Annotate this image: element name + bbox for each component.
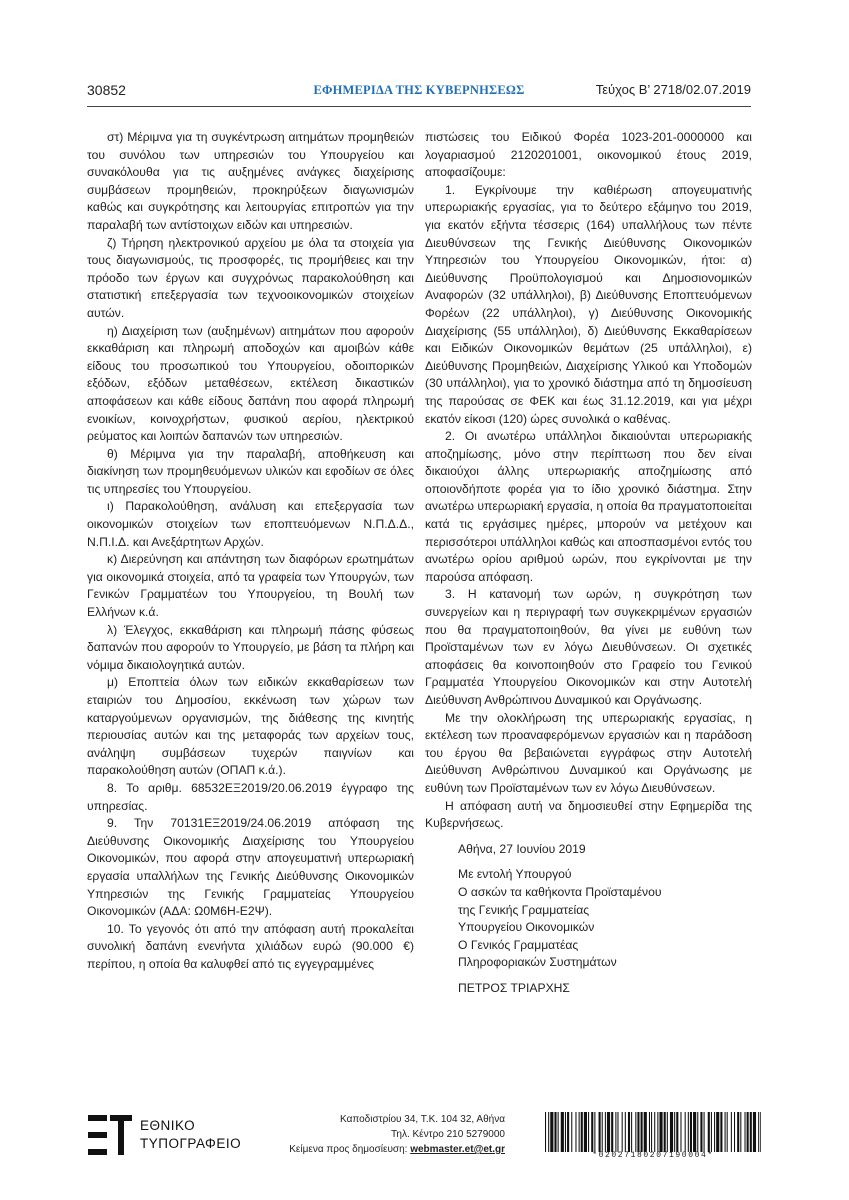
barcode-icon [545,1112,761,1152]
paragraph: 2. Οι ανωτέρω υπάλληλοι δικαιούνται υπερωριακής αποζημίωσης, μόνο στην περίπτωση που δεν είναι δικαιούχοι άλλης υπερωριακής αποζημίωσης από οποιονδήποτε φορέα για το ίδιο χρονικό διάστημα. Στην ανωτέρω υπερωριακή εργασία, η οποία θα πραγματοποιείται κατά τις εργάσιμες ημέρες, μπορούν να μετέχουν και περισσότεροι υπάλληλοι καθώς και αποσπασμένοι εντός του ανωτέρω ορίου αριθμού ωρών, που εγκρίνονται με την παρούσα απόφαση. [425,429,752,584]
paragraph: θ) Μέριμνα για την παραλαβή, αποθήκευση και διακίνηση των προμηθευόμενων υλικών και εφοδίων σε όλες τις υπηρεσίες του Υπουργείου. [87,446,414,496]
header-divider [87,106,751,107]
paragraph: ζ) Τήρηση ηλεκτρονικού αρχείου με όλα τα στοιχεία για τους διαγωνισμούς, τις προσφορές, τις προμήθειες και την πρόοδο των έργων και συγχρόνως παρακολούθηση και στατιστική επεξεργασία των τεχνοοικονομικών στοιχείων αυτών. [87,235,414,320]
left-column [87,129,414,974]
national-printing-office-logo [88,1113,248,1157]
submission-email-link[interactable]: webmaster.et@et.gr [410,1144,505,1155]
paragraph: 3. Η κατανομή των ωρών, η συγκρότηση των συνεργείων και η περιγραφή των συγκεκριμένων εργασιών που θα πραγματοποιηθούν, θα γίνει με ευθύνη των Προϊσταμένων των εν λόγω Διευθύνσεων. Οι σχετικές αποφάσεις θα κοινοποιηθούν στο Γραφείο του Γενικού Γραμματέα Υπουργείου Οικονομικών και στην Αυτοτελή Διεύθυνση Ανθρώπινου Δυναμικού και Οργάνωσης. [425,587,752,707]
paragraph: μ) Εποπτεία όλων των ειδικών εκκαθαρίσεων των εταιριών του Δημοσίου, εκκένωση των χώρων των καταργούμενων οργανισμών, της διάθεσης της κινητής περιουσίας αυτών και της μεταφοράς των αρχείων τους, ανάληψη συμβάσεων τυχερών παιγνίων και παρακολούθηση αυτών (ΟΠΑΠ κ.ά.). [87,675,414,778]
issue-number: Τεύχος Β’ 2718/02.07.2019 [595,82,751,97]
signature-line: της Γενικής Γραμματείας [458,902,590,917]
submission-info [280,1142,505,1157]
signature-line: Με εντολή Υπουργού [458,867,572,882]
et-logo-icon [88,1113,132,1157]
paragraph: 10. Το γεγονός ότι από την απόφαση αυτή προκαλείται συνολική δαπάνη ενενήντα χιλιάδων ευρώ (90.000 €) περίπου, η οποία θα καλυφθεί από τις εγγεγραμμένες [87,921,414,971]
page-number: 30852 [87,82,126,98]
signatory-name: ΠΕΤΡΟΣ ΤΡΙΑΡΧΗΣ [458,980,570,995]
paragraph: 1. Εγκρίνουμε την καθιέρωση απογευματινής υπερωριακής εργασίας, για το δεύτερο εξάμηνο του 2019, για εκατόν εξήντα τέσσερις (164) υπαλλήλους των πέντε Διευθύνσεων της Γενικής Διεύθυνσης Οικονομικών Υπηρεσιών του Υπουργείου Οικονομικών, ήτοι: α) Διεύθυνσης Προϋπολογισμού και Δημοσιονομικών Αναφορών (32 υπάλληλοι), β) Διεύθυνσης Εποπτευόμενων Φορέων (22 υπάλληλοι), γ) Διεύθυνσης Οικονομικής Διαχείρισης (55 υπάλληλοι), δ) Διεύθυνσης Εκκαθαρίσεων και Ειδικών Οικονομικών θεμάτων (25 υπάλληλοι), ε) Διεύθυνσης Προμηθειών, Διαχείρισης Υλικού και Υποδομών (30 υπάλληλοι), για το χρονικό διάστημα από τη δημοσίευση της παρούσας σε ΦΕΚ και έως 31.12.2019, και για μέχρι εκατόν είκοσι (120) ώρες συνολικά ο καθένας. [425,182,752,426]
paragraph-continuation: πιστώσεις του Ειδικού Φορέα 1023-201-0000000 και λογαριασμού 2120201001, οικονομικού έτους 2019, αποφασίζουμε: [425,130,752,180]
paragraph: η) Διαχείριση των (αυξημένων) αιτημάτων που αφορούν εκκαθάριση και πληρωμή αποδοχών και αμοιβών κάθε είδους του προσωπικού του Υπουργείου, οδοιπορικών εξόδων, εξόδων μεταθέσεων, εκτέλεση δικαστικών αποφάσεων και κάθε είδους δαπάνη που αφορά πληρωμή ενοικίων, κοινοχρήστων, φυσικού αερίου, ηλεκτρικού ρεύματος και λοιπών δαπανών των υπηρεσιών. [87,323,414,444]
signature-block [425,841,752,998]
signature-line: Ο Γενικός Γραμματέας [458,937,579,952]
paragraph: Με την ολοκλήρωση της υπερωριακής εργασίας, η εκτέλεση των προαναφερόμενων εργασιών και η παράδοση του έργου θα βεβαιώνεται εγγράφως στην Αυτοτελή Διεύθυνση Ανθρώπινου Δυναμικού και Οργάνωσης με ευθύνη των Προϊσταμένων των εν λόγω Διευθύνσεων. [425,710,752,795]
address: Καποδιστρίου 34, Τ.Κ. 104 32, Αθήνα [340,1114,505,1125]
paragraph: 8. Το αριθμ. 68532ΕΞ2019/20.06.2019 έγγραφο της υπηρεσίας. [87,780,414,813]
paragraph: Η απόφαση αυτή να δημοσιευθεί στην Εφημερίδα της Κυβερνήσεως. [425,798,752,831]
paragraph: λ) Έλεγχος, εκκαθάριση και πληρωμή πάσης φύσεως δαπανών που αφορούν το Υπουργείο, με βάση τα πλήρη και νόμιμα δικαιολογητικά αυτών. [87,622,414,672]
logo-text-line: ΕΘΝΙΚΟ [140,1118,196,1133]
logo-text-line: ΤΥΠΟΓΡΑΦΕΙΟ [140,1136,242,1151]
phone: Τηλ. Κέντρο 210 5279000 [391,1129,505,1140]
logo-wordmark [140,1117,241,1153]
submission-label: Κείμενα προς δημοσίευση: [289,1144,411,1155]
gazette-title: ΕΦΗΜΕΡΙΔΑ ΤΗΣ ΚΥΒΕΡΝΗΣΕΩΣ [313,83,525,97]
paragraph: ι) Παρακολούθηση, ανάλυση και επεξεργασία των οικονομικών στοιχείων των εποπτευόμενων Ν.Π.Δ.Δ., Ν.Π.Ι.Δ. και Ανεξάρτητων Αρχών. [87,499,414,549]
signature-line: Υπουργείου Οικονομικών [458,920,595,935]
paragraph: 9. Την 70131ΕΞ2019/24.06.2019 απόφαση της Διεύθυνσης Οικονομικής Διαχείρισης του Υπουργείου Οικονομικών, που αφορά στην απογευματινή υπερωριακή εργασία υπαλλήλων της Γενικής Διεύθυνσης Οικονομικών Υπηρεσιών της Γενικής Γραμματείας Υπουργείου Οικονομικών (ΑΔΑ: Ω0Μ6Η-Ε2Ψ). [87,816,414,919]
barcode-number: *02027180207190004* [592,1151,714,1160]
signature-line: Πληροφοριακών Συστημάτων [458,955,617,970]
page-header [87,80,751,102]
paragraph: κ) Διερεύνηση και απάντηση των διαφόρων ερωτημάτων για οικονομικά στοιχεία, από τα γραφεία των Υπουργών, των Γενικών Γραμματέων του Υπουργείου, τη Βουλή των Ελλήνων κ.ά. [87,552,414,620]
paragraph: στ) Μέριμνα για τη συγκέντρωση αιτημάτων προμηθειών του συνόλου των υπηρεσιών του Υπουργείου και συνακόλουθα για τις αυξημένες ανάγκες διαχείρισης συμβάσεων προμηθειών, προκηρύξεων διαγωνισμών καθώς και συγκρότησης και λειτουργίας επιτροπών για την παραλαβή των αντίστοιχων ειδών και υπηρεσιών. [87,130,414,232]
place-date: Αθήνα, 27 Ιουνίου 2019 [458,841,586,856]
signature-line: Ο ασκών τα καθήκοντα Προϊσταμένου [458,884,662,899]
right-column [425,129,752,998]
footer-contact [280,1112,505,1157]
